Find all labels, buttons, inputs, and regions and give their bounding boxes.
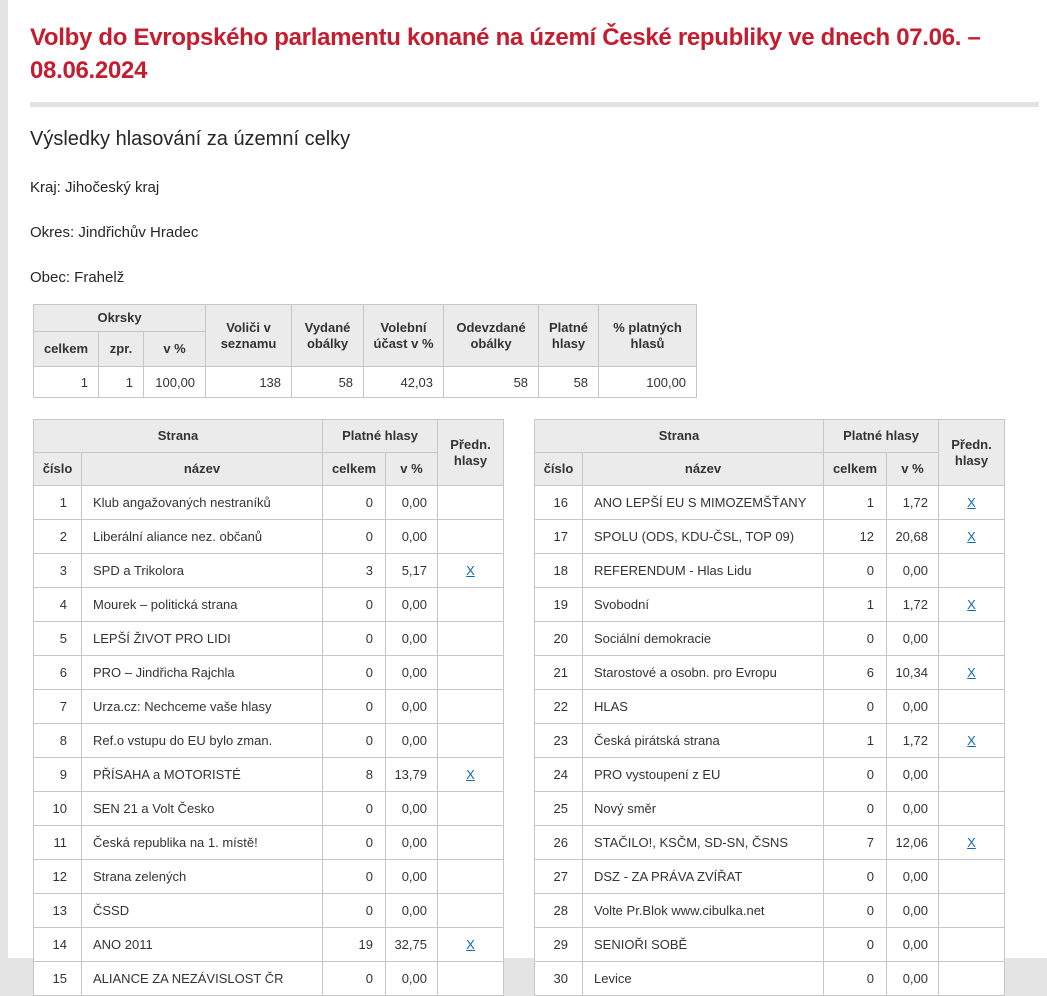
party-votes-pct: 32,75 <box>386 928 438 962</box>
party-name: SPOLU (ODS, KDU-ČSL, TOP 09) <box>583 520 824 554</box>
col-header-vydane-obalky: Vydané obálky <box>292 305 364 367</box>
party-votes-pct: 0,00 <box>386 656 438 690</box>
party-votes: 0 <box>323 656 386 690</box>
party-votes-pct: 0,00 <box>887 792 939 826</box>
party-name: STAČILO!, KSČM, SD-SN, ČSNS <box>583 826 824 860</box>
party-pref-cell <box>438 486 504 520</box>
volici-v-seznamu-value: 138 <box>206 367 292 398</box>
col-header-v-pct: v % <box>887 453 939 486</box>
party-votes: 0 <box>824 554 887 588</box>
party-row <box>34 520 504 554</box>
party-pref-cell <box>939 520 1005 554</box>
party-votes: 0 <box>824 758 887 792</box>
summary-row <box>34 367 697 398</box>
party-row <box>535 860 1005 894</box>
party-row <box>535 622 1005 656</box>
party-number: 4 <box>34 588 82 622</box>
party-row <box>34 486 504 520</box>
party-row <box>535 826 1005 860</box>
party-pref-cell <box>438 928 504 962</box>
okrsky-v-pct-value: 100,00 <box>144 367 206 398</box>
party-row <box>535 962 1005 996</box>
party-row <box>34 962 504 996</box>
col-header-nazev: název <box>583 453 824 486</box>
party-pref-cell <box>438 690 504 724</box>
party-name: Urza.cz: Nechceme vaše hlasy <box>82 690 323 724</box>
party-votes: 0 <box>323 588 386 622</box>
party-pref-cell <box>438 758 504 792</box>
party-name: Starostové a osobn. pro Evropu <box>583 656 824 690</box>
party-name: Strana zelených <box>82 860 323 894</box>
party-name: Česká republika na 1. místě! <box>82 826 323 860</box>
party-name: Liberální aliance nez. občanů <box>82 520 323 554</box>
party-number: 16 <box>535 486 583 520</box>
party-number: 1 <box>34 486 82 520</box>
party-votes-pct: 0,00 <box>386 962 438 996</box>
party-pref-cell <box>939 588 1005 622</box>
content-area <box>8 0 1047 986</box>
party-name: PRO – Jindřicha Rajchla <box>82 656 323 690</box>
col-header-pct-platnych-hlasu: % platných hlasů <box>599 305 697 367</box>
col-header-cislo: číslo <box>535 453 583 486</box>
party-votes-pct: 0,00 <box>887 622 939 656</box>
party-name: Česká pirátská strana <box>583 724 824 758</box>
party-number: 7 <box>34 690 82 724</box>
party-votes-pct: 0,00 <box>887 758 939 792</box>
party-number: 21 <box>535 656 583 690</box>
party-number: 14 <box>34 928 82 962</box>
region-okres: Okres: Jindřichův Hradec <box>30 224 199 241</box>
party-votes: 0 <box>824 690 887 724</box>
party-votes: 3 <box>323 554 386 588</box>
party-row <box>34 860 504 894</box>
volebni-ucast-value: 42,03 <box>364 367 444 398</box>
party-pref-cell <box>438 962 504 996</box>
party-pref-cell <box>939 554 1005 588</box>
party-votes: 0 <box>824 792 887 826</box>
party-votes-pct: 12,06 <box>887 826 939 860</box>
party-votes: 0 <box>323 690 386 724</box>
party-number: 29 <box>535 928 583 962</box>
party-name: SEN 21 a Volt Česko <box>82 792 323 826</box>
party-pref-cell <box>438 860 504 894</box>
party-pref-cell <box>438 826 504 860</box>
party-votes-pct: 10,34 <box>887 656 939 690</box>
party-pref-cell <box>939 962 1005 996</box>
party-name: HLAS <box>583 690 824 724</box>
party-row <box>34 724 504 758</box>
party-number: 11 <box>34 826 82 860</box>
col-header-celkem: celkem <box>824 453 887 486</box>
party-number: 26 <box>535 826 583 860</box>
party-rows-left <box>34 486 504 996</box>
party-votes: 0 <box>824 860 887 894</box>
party-row <box>535 724 1005 758</box>
party-votes-pct: 5,17 <box>386 554 438 588</box>
col-header-volici-v-seznamu: Voliči v seznamu <box>206 305 292 367</box>
party-pref-cell <box>438 520 504 554</box>
party-pref-cell <box>939 792 1005 826</box>
col-header-predn-hlasy: Předn. hlasy <box>939 420 1005 486</box>
party-votes: 8 <box>323 758 386 792</box>
party-votes-pct: 0,00 <box>386 588 438 622</box>
party-votes-pct: 0,00 <box>887 928 939 962</box>
odevzdane-obalky-value: 58 <box>444 367 539 398</box>
party-row <box>535 928 1005 962</box>
party-pref-cell <box>939 622 1005 656</box>
party-votes: 1 <box>824 486 887 520</box>
party-row <box>34 894 504 928</box>
party-votes: 0 <box>323 724 386 758</box>
party-number: 18 <box>535 554 583 588</box>
pref-votes-link[interactable]: X <box>466 937 475 952</box>
pref-votes-link[interactable]: X <box>967 529 976 544</box>
party-pref-cell <box>438 554 504 588</box>
party-votes-pct: 0,00 <box>386 894 438 928</box>
party-name: Ref.o vstupu do EU bylo zman. <box>82 724 323 758</box>
party-name: Nový směr <box>583 792 824 826</box>
party-votes: 0 <box>824 928 887 962</box>
party-votes-pct: 1,72 <box>887 588 939 622</box>
party-number: 23 <box>535 724 583 758</box>
col-header-okrsky-zpr: zpr. <box>99 332 144 367</box>
party-votes-pct: 0,00 <box>887 860 939 894</box>
party-votes: 0 <box>323 860 386 894</box>
party-votes: 7 <box>824 826 887 860</box>
party-pref-cell <box>939 860 1005 894</box>
party-row <box>34 656 504 690</box>
party-number: 30 <box>535 962 583 996</box>
party-number: 2 <box>34 520 82 554</box>
region-kraj: Kraj: Jihočeský kraj <box>30 179 160 196</box>
party-name: ČSSD <box>82 894 323 928</box>
party-votes-pct: 20,68 <box>887 520 939 554</box>
party-votes: 19 <box>323 928 386 962</box>
party-row <box>535 588 1005 622</box>
pct-platnych-hlasu-value: 100,00 <box>599 367 697 398</box>
col-header-platne-hlasy: Platné hlasy <box>824 420 939 453</box>
party-pref-cell <box>939 724 1005 758</box>
party-name: LEPŠÍ ŽIVOT PRO LIDI <box>82 622 323 656</box>
party-number: 28 <box>535 894 583 928</box>
col-header-v-pct: v % <box>386 453 438 486</box>
party-name: ANO LEPŠÍ EU S MIMOZEMŠŤANY <box>583 486 824 520</box>
party-name: SENIOŘI SOBĚ <box>583 928 824 962</box>
party-votes-pct: 1,72 <box>887 724 939 758</box>
col-header-okrsky: Okrsky <box>34 305 206 332</box>
party-number: 3 <box>34 554 82 588</box>
party-row <box>34 690 504 724</box>
party-votes-pct: 0,00 <box>887 894 939 928</box>
party-votes: 0 <box>323 962 386 996</box>
party-name: ANO 2011 <box>82 928 323 962</box>
party-votes-pct: 0,00 <box>386 520 438 554</box>
party-row <box>34 826 504 860</box>
party-votes: 0 <box>323 520 386 554</box>
party-votes: 1 <box>824 724 887 758</box>
col-header-cislo: číslo <box>34 453 82 486</box>
party-name: SPD a Trikolora <box>82 554 323 588</box>
party-pref-cell <box>939 690 1005 724</box>
party-votes: 0 <box>824 962 887 996</box>
okrsky-zpr-value: 1 <box>99 367 144 398</box>
col-header-predn-hlasy: Předn. hlasy <box>438 420 504 486</box>
pref-votes-link[interactable]: X <box>967 835 976 850</box>
party-number: 13 <box>34 894 82 928</box>
party-row <box>34 758 504 792</box>
col-header-strana: Strana <box>34 420 323 453</box>
party-votes: 12 <box>824 520 887 554</box>
party-row <box>535 792 1005 826</box>
pref-votes-link[interactable]: X <box>967 495 976 510</box>
party-pref-cell <box>939 928 1005 962</box>
party-row <box>535 894 1005 928</box>
party-votes: 0 <box>323 826 386 860</box>
party-table-right <box>534 419 1005 996</box>
party-pref-cell <box>438 588 504 622</box>
party-pref-cell <box>939 656 1005 690</box>
party-votes: 0 <box>824 894 887 928</box>
party-number: 5 <box>34 622 82 656</box>
party-name: Sociální demokracie <box>583 622 824 656</box>
party-votes-pct: 0,00 <box>386 860 438 894</box>
col-header-platne-hlasy: Platné hlasy <box>539 305 599 367</box>
party-votes-pct: 0,00 <box>386 792 438 826</box>
party-pref-cell <box>438 724 504 758</box>
col-header-platne-hlasy: Platné hlasy <box>323 420 438 453</box>
party-row <box>535 758 1005 792</box>
party-row <box>34 554 504 588</box>
party-pref-cell <box>939 894 1005 928</box>
party-row <box>535 656 1005 690</box>
party-pref-cell <box>939 758 1005 792</box>
party-votes: 0 <box>323 622 386 656</box>
party-row <box>535 554 1005 588</box>
party-votes-pct: 0,00 <box>887 962 939 996</box>
party-votes-pct: 0,00 <box>386 690 438 724</box>
party-table-left <box>33 419 504 996</box>
party-votes: 0 <box>323 486 386 520</box>
section-heading: Výsledky hlasování za územní celky <box>30 128 351 150</box>
col-header-celkem: celkem <box>323 453 386 486</box>
pref-votes-link[interactable]: X <box>967 733 976 748</box>
party-votes-pct: 0,00 <box>386 826 438 860</box>
party-name: REFERENDUM - Hlas Lidu <box>583 554 824 588</box>
party-votes: 1 <box>824 588 887 622</box>
party-number: 17 <box>535 520 583 554</box>
summary-table <box>33 304 697 398</box>
party-votes-pct: 0,00 <box>887 690 939 724</box>
party-name: PŘÍSAHA a MOTORISTÉ <box>82 758 323 792</box>
party-number: 25 <box>535 792 583 826</box>
party-row <box>535 486 1005 520</box>
party-number: 8 <box>34 724 82 758</box>
party-row <box>34 622 504 656</box>
col-header-odevzdane-obalky: Odevzdané obálky <box>444 305 539 367</box>
party-number: 27 <box>535 860 583 894</box>
party-name: Svobodní <box>583 588 824 622</box>
party-rows-right <box>535 486 1005 996</box>
party-votes: 0 <box>323 894 386 928</box>
party-number: 19 <box>535 588 583 622</box>
party-number: 15 <box>34 962 82 996</box>
party-number: 12 <box>34 860 82 894</box>
vydane-obalky-value: 58 <box>292 367 364 398</box>
pref-votes-link[interactable]: X <box>466 563 475 578</box>
party-votes: 0 <box>824 622 887 656</box>
party-row <box>535 520 1005 554</box>
party-votes: 0 <box>323 792 386 826</box>
page-title: Volby do Evropského parlamentu konané na území České republiky ve dnech 07.06. – 08.06.2024 <box>30 24 981 84</box>
party-row <box>34 928 504 962</box>
party-name: ALIANCE ZA NEZÁVISLOST ČR <box>82 962 323 996</box>
party-number: 24 <box>535 758 583 792</box>
col-header-nazev: název <box>82 453 323 486</box>
party-votes-pct: 0,00 <box>386 622 438 656</box>
party-number: 20 <box>535 622 583 656</box>
party-name: Volte Pr.Blok www.cibulka.net <box>583 894 824 928</box>
col-header-okrsky-celkem: celkem <box>34 332 99 367</box>
party-row <box>535 690 1005 724</box>
col-header-volebni-ucast: Volební účast v % <box>364 305 444 367</box>
pref-votes-link[interactable]: X <box>967 665 976 680</box>
party-number: 9 <box>34 758 82 792</box>
party-pref-cell <box>438 656 504 690</box>
party-votes-pct: 0,00 <box>386 724 438 758</box>
party-row <box>34 588 504 622</box>
party-votes-pct: 1,72 <box>887 486 939 520</box>
party-name: Mourek – politická strana <box>82 588 323 622</box>
party-pref-cell <box>438 622 504 656</box>
party-name: PRO vystoupení z EU <box>583 758 824 792</box>
party-pref-cell <box>939 826 1005 860</box>
party-number: 10 <box>34 792 82 826</box>
col-header-okrsky-v-pct: v % <box>144 332 206 367</box>
region-obec: Obec: Frahelž <box>30 269 125 286</box>
party-votes-pct: 13,79 <box>386 758 438 792</box>
okrsky-celkem-value: 1 <box>34 367 99 398</box>
pref-votes-link[interactable]: X <box>466 767 475 782</box>
party-pref-cell <box>438 792 504 826</box>
party-pref-cell <box>939 486 1005 520</box>
party-name: Klub angažovaných nestraníků <box>82 486 323 520</box>
party-name: DSZ - ZA PRÁVA ZVÍŘAT <box>583 860 824 894</box>
party-tables-row <box>33 419 1047 996</box>
party-votes: 6 <box>824 656 887 690</box>
platne-hlasy-value: 58 <box>539 367 599 398</box>
party-name: Levice <box>583 962 824 996</box>
party-votes-pct: 0,00 <box>386 486 438 520</box>
party-row <box>34 792 504 826</box>
party-pref-cell <box>438 894 504 928</box>
pref-votes-link[interactable]: X <box>967 597 976 612</box>
party-number: 6 <box>34 656 82 690</box>
party-number: 22 <box>535 690 583 724</box>
col-header-strana: Strana <box>535 420 824 453</box>
party-votes-pct: 0,00 <box>887 554 939 588</box>
